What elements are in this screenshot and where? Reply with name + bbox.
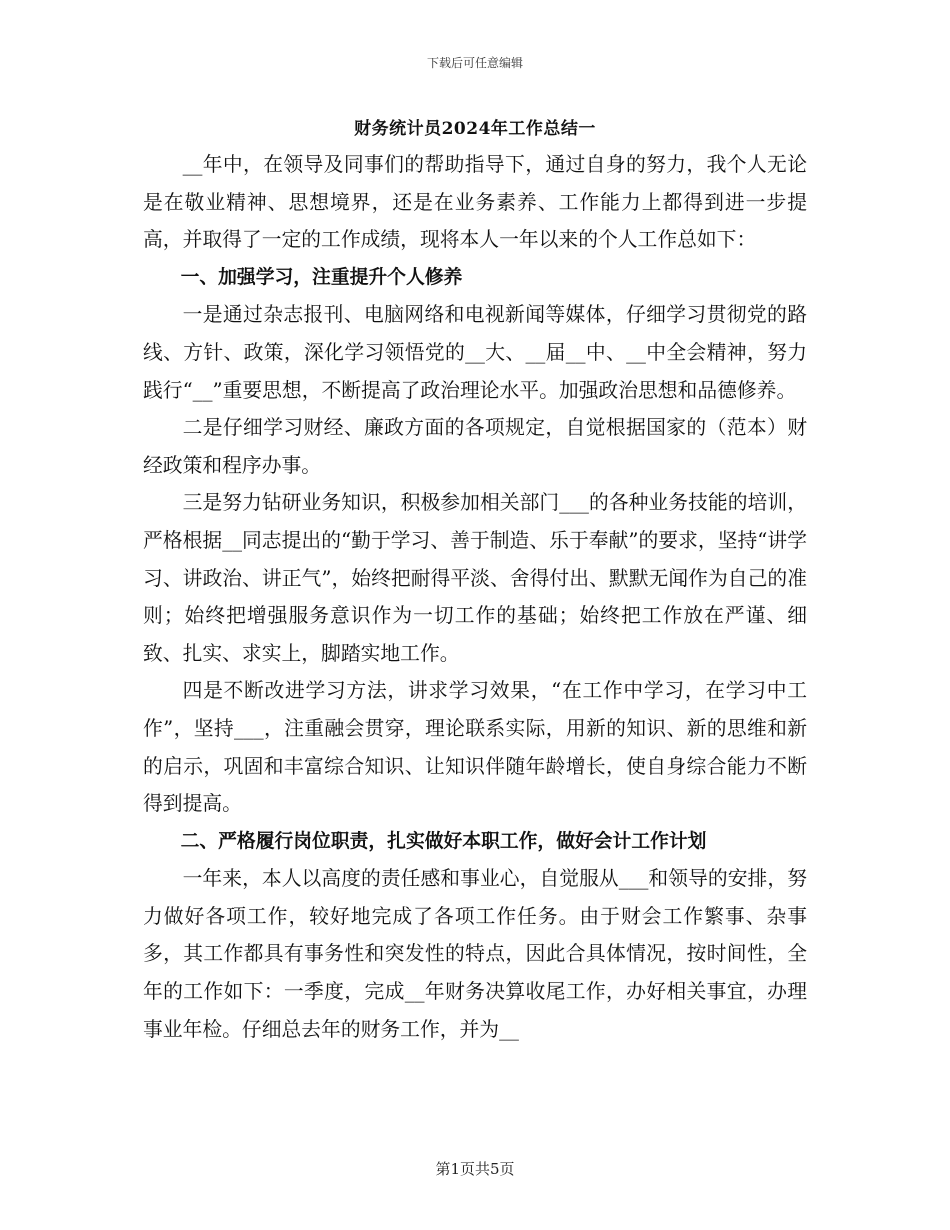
page-header-note: 下载后可任意编辑 (426, 56, 523, 70)
section-heading-1: 一、加强学习，注重提升个人修养 (180, 266, 463, 288)
paragraph-4: 四是不断改进学习方法，讲求学习效果，“在工作中学习，在学习中工作”，坚持___，注重融会贯穿，理论联系实际，用新的知识、新的思维和新的启示，巩固和丰富综合知识、让知识伴随年龄增长，使自身综合能力不断得到提高。 (143, 679, 807, 816)
paragraph-intro: __年中，在领导及同事们的帮助指导下，通过自身的努力，我个人无论是在敬业精神、思想境界，还是在业务素养、工作能力上都得到进一步提高，并取得了一定的工作成绩，现将本人一年以来的个人工作总如下： (143, 153, 807, 252)
paragraph-3: 三是努力钻研业务知识，积极参加相关部门___的各种业务技能的培训，严格根据__同志提出的“勤于学习、善于制造、乐于奉献”的要求，坚持“讲学习、讲政治、讲正气”，始终把耐得平淡、舍得付出、默默无闻作为自己的准则；始终把增强服务意识作为一切工作的基础；始终把工作放在严谨、细致、扎实、求实上，脚踏实地工作。 (143, 491, 807, 665)
document-body (143, 146, 807, 1048)
paragraph-2: 二是仔细学习财经、廉政方面的各项规定，自觉根据国家的（范本）财经政策和程序办事。 (143, 416, 807, 477)
section-heading-2: 二、严格履行岗位职责，扎实做好本职工作，做好会计工作计划 (180, 830, 707, 852)
page-number-footer: 第1页共5页 (435, 1160, 515, 1178)
paragraph-5: 一年来，本人以高度的责任感和事业心，自觉服从___和领导的安排，努力做好各项工作，较好地完成了各项工作任务。由于财会工作繁事、杂事多，其工作都具有事务性和突发性的特点，因此合具体情况，按时间性，全年的工作如下：一季度，完成__年财务决算收尾工作，办好相关事宜，办理事业年检。仔细总去年的财务工作，并为__ (143, 867, 807, 1041)
paragraph-1: 一是通过杂志报刊、电脑网络和电视新闻等媒体，仔细学习贯彻党的路线、方针、政策，深化学习领悟党的__大、__届__中、__中全会精神，努力践行“__”重要思想，不断提高了政治理论水平。加强政治思想和品德修养。 (143, 303, 807, 402)
document-title: 财务统计员2024年工作总结一 (354, 119, 596, 139)
